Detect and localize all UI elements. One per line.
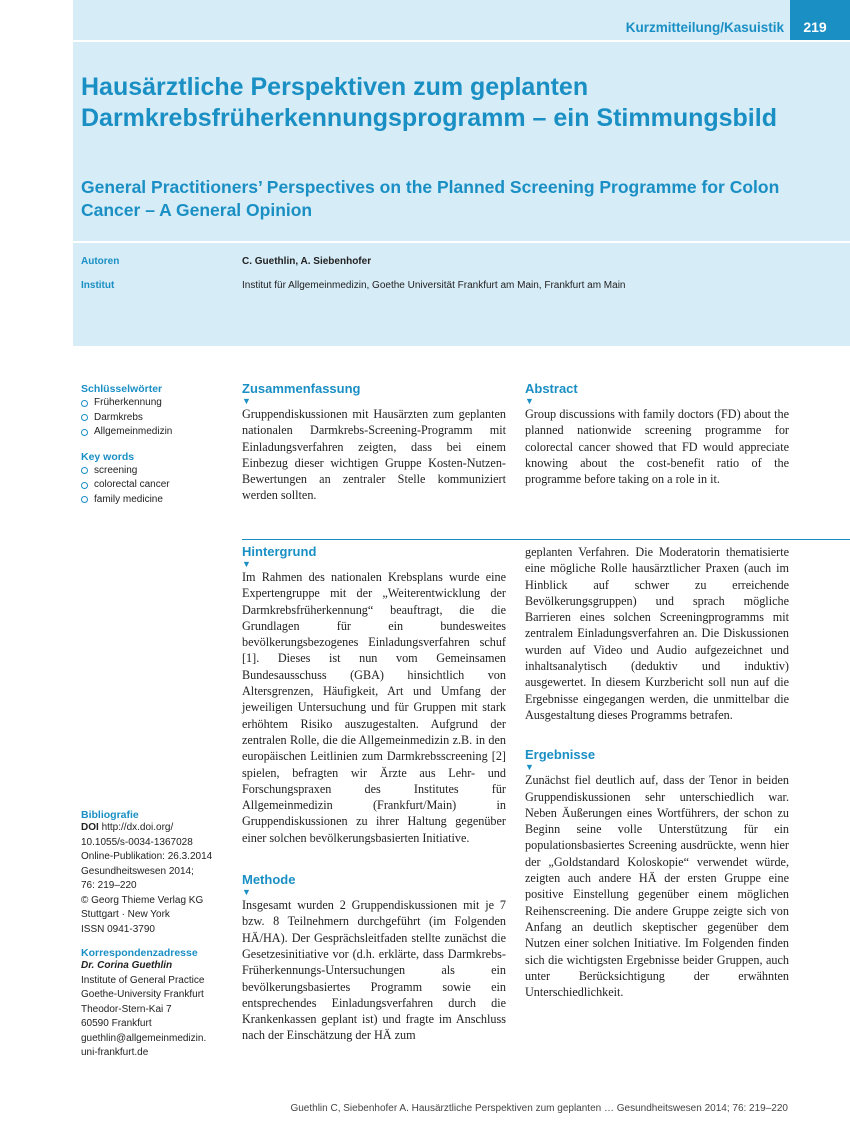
doi-line	[81, 821, 236, 836]
institute-label: Institut	[81, 280, 115, 291]
body-column-left	[242, 544, 506, 1044]
keyword-item: screening	[81, 464, 231, 479]
results-heading: Ergebnisse	[525, 747, 596, 763]
section-rule	[242, 539, 850, 540]
doi-link[interactable]: http://dx.doi.org/	[101, 822, 174, 833]
correspondence-email[interactable]: guethlin@allgemeinmedizin.	[81, 1032, 207, 1044]
footer-citation: Guethlin C, Siebenhofer A. Hausärztliche Perspektiven zum geplanten … Gesundheitswesen 2014; 76: 219–220	[290, 1103, 788, 1114]
circle-bullet-icon	[81, 467, 88, 474]
sidebar-bibliography	[81, 809, 236, 1061]
meta-divider	[73, 241, 850, 243]
abstract-section	[525, 381, 789, 487]
triangle-marker-icon: ▼	[242, 559, 251, 569]
results-text: Zunächst fiel deutlich auf, dass der Tenor in beiden Gruppendiskussionen sehr unterschiedlich war. Neben Äußerungen eines Wortführers, der schon zu Beginn seine volle Unterstützung für ein populationsbasiertes Screening ausdrückte, wenn hier der „Goldstandard Koloskopie“ verwendet würde, zeigten auch andere HÄ der ersten Gruppe eine positive Einstellung gegenüber einem möglichen Reihenscreening. Die andere Gruppe zeigte sich von Anfang an deutlich skeptischer gegenüber dem Nutzen einer solchen Initiative. Im Folgenden finden sich die wichtigsten Ergebnisse beider Gruppen, auch unter Berücksichtigung der erwähnten Unterschiedlichkeit.	[525, 773, 789, 1000]
header-band	[73, 0, 850, 346]
institute: Institut für Allgemeinmedizin, Goethe Universität Frankfurt am Main, Frankfurt am Main	[242, 280, 626, 291]
keyword-item: Darmkrebs	[81, 411, 231, 426]
correspondence-line: Theodor-Stern-Kai 7	[81, 1003, 172, 1015]
authors-label: Autoren	[81, 256, 120, 267]
title-english: General Practitioners’ Perspectives on the Planned Screening Programme for Colon Cancer – A General Opinion	[81, 177, 780, 220]
keyword-item: family medicine	[81, 493, 231, 508]
sidebar-keywords	[81, 383, 231, 507]
triangle-marker-icon: ▼	[525, 762, 534, 773]
title-german: Hausärztliche Perspektiven zum geplanten Darmkrebsfrüherkennungsprogramm – ein Stimmungsbild	[81, 73, 777, 132]
triangle-marker-icon: ▼	[242, 887, 251, 898]
abstract-heading: Abstract	[525, 381, 578, 396]
summary-section	[242, 381, 506, 504]
keyword-item: colorectal cancer	[81, 478, 231, 493]
method-text: Insgesamt wurden 2 Gruppendiskussionen mit je 7 bzw. 8 Teilnehmern durchgeführt (im Folgenden HÄ/HA). Der Gesprächsleitfaden stellte zunächst die Gesetzesinitiative vor (d.h. erklärte, dass Darmkrebs-Früherkennungs-Untersuchungen als ein bevölkerungsbasiertes Programm sowie ein entsprechendes Einladungsverfahren durch die Krankenkassen geplant ist) und fragte im Anschluss nach der Einschätzung der HÄ zum	[242, 898, 506, 1043]
issn: ISSN 0941-3790	[81, 923, 155, 935]
triangle-marker-icon: ▼	[525, 396, 534, 406]
summary-text: Gruppendiskussionen mit Hausärzten zum geplanten nationalen Darmkrebs-Screening-Programm mit Einladungsverfahren zeigten, dass bei einem Einbezug dieser wichtigen Gruppe Kosten-Nutzen-Bewertungen an zentraler Stelle kommuniziert werden sollten.	[242, 407, 506, 503]
correspondence-label: Korrespondenzadresse	[81, 947, 198, 959]
abstract-text: Group discussions with family doctors (FD) about the planned nationwide screening programme for colorectal cancer showed that FD would appreciate knowing about the cost-benefit ratio of the programme before taking on a role in it.	[525, 407, 789, 487]
summary-heading: Zusammenfassung	[242, 381, 361, 396]
authors: C. Guethlin, A. Siebenhofer	[242, 256, 372, 267]
keywords-de-label: Schlüsselwörter	[81, 383, 163, 395]
triangle-marker-icon: ▼	[242, 396, 251, 406]
correspondence-email-cont[interactable]: uni-frankfurt.de	[81, 1047, 149, 1058]
circle-bullet-icon	[81, 482, 88, 489]
correspondence-name: Dr. Corina Guethlin	[81, 960, 173, 971]
section-label: Kurzmitteilung/Kasuistik	[625, 20, 784, 35]
circle-bullet-icon	[81, 429, 88, 436]
correspondence-line: Goethe-University Frankfurt	[81, 989, 204, 1000]
doi-label: DOI	[81, 822, 99, 833]
body-column-right	[525, 544, 789, 1000]
online-publication: Online-Publikation: 26.3.2014	[81, 851, 213, 862]
keywords-de-list	[81, 396, 231, 440]
background-heading: Hintergrund	[242, 544, 317, 559]
volume: 76: 219–220	[81, 880, 137, 891]
keyword-item: Allgemeinmedizin	[81, 425, 231, 440]
keywords-en-list	[81, 464, 231, 508]
publisher-city: Stuttgart · New York	[81, 909, 170, 920]
method-heading: Methode	[242, 872, 296, 888]
method-text-continued: geplanten Verfahren. Die Moderatorin thematisierte eine mögliche Rolle hausärztlicher Praxen (auch im Hinblick auf schwer zu erreichende Bevölkerungsgruppen) und sprach mögliche Barrieren eines solchen Screeningprogramms mit zentralem Einladungsverfahren an. Die Diskussionen wurden auf Video und Audio aufgezeichnet und inhaltsanalytisch (deduktiv und induktiv) ausgewertet. In diesem Kurzbericht soll nun auf die Ergebnisse eingegangen werden, die unmittelbar die Ausgestaltung dieses Programms betrafen.	[525, 545, 789, 722]
circle-bullet-icon	[81, 414, 88, 421]
correspondence-line: 60590 Frankfurt	[81, 1018, 152, 1029]
page-number: 219	[803, 19, 827, 35]
background-text: Im Rahmen des nationalen Krebsplans wurde eine Expertengruppe mit der „Weiterentwicklung der Darmkrebsfrüherkennung“ beauftragt, die die Grundlagen für ein bundesweites bevölkerungsbezogenes Einladungsverfahren schuf [1]. Dieses ist nun vom Gemeinsamen Bundesausschuss (GBA) hinsichtlich von Altersgrenzen, Häufigkeit, Art und Umfang der jeweiligen Untersuchung und für Gruppen mit stark erhöhtem Risiko auszugestalten. Aufgrund der zentralen Rolle, die die Allgemeinmedizin z.B. in den europäischen Leitlinien zum Darmkrebsscreening [2] spielen, befragten wir Ärzte aus Lehr- und Forschungspraxen des Institutes für Allgemeinmedizin (Frankfurt/Main) in Gruppendiskussionen zu ihrer Haltung gegenüber einer solchen bevölkerungsbasierten Initiative.	[242, 570, 506, 845]
copyright: © Georg Thieme Verlag KG	[81, 894, 204, 906]
journal: Gesundheitswesen 2014;	[81, 865, 194, 877]
keywords-en-label: Key words	[81, 450, 135, 463]
bibliography-label: Bibliografie	[81, 809, 139, 821]
doi-line-2[interactable]: 10.1055/s-0034-1367028	[81, 836, 193, 848]
keyword-item: Früherkennung	[81, 396, 231, 411]
circle-bullet-icon	[81, 496, 88, 503]
correspondence-line: Institute of General Practice	[81, 974, 205, 986]
circle-bullet-icon	[81, 400, 88, 407]
